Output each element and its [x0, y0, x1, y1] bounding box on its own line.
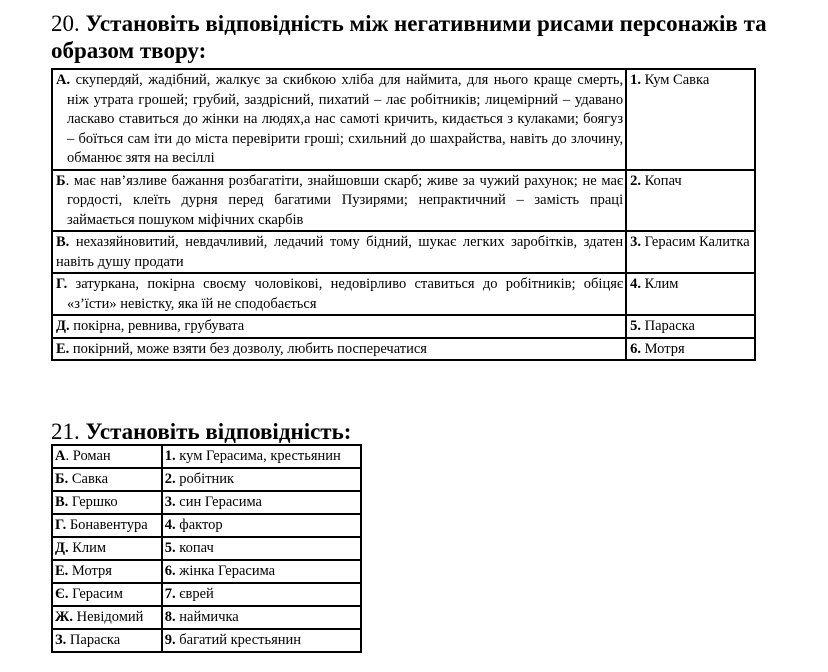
- left-text: Невідомий: [72, 609, 144, 625]
- left-text: . Роман: [65, 448, 111, 464]
- left-cell: [52, 170, 626, 232]
- right-cell: [162, 560, 361, 583]
- right-label: 1.: [630, 72, 641, 88]
- right-cell: [626, 69, 755, 170]
- right-text: Копач: [640, 172, 682, 189]
- right-text: жінка Герасима: [175, 563, 276, 579]
- left-label: А.: [56, 72, 71, 88]
- left-label: Є.: [55, 586, 69, 602]
- right-label: 3.: [630, 234, 641, 250]
- left-text: Савка: [68, 471, 109, 487]
- right-cell: [626, 170, 755, 232]
- left-label: З.: [55, 632, 67, 648]
- right-cell: [626, 231, 755, 273]
- table-row: [52, 583, 361, 606]
- left-text: Параска: [66, 632, 121, 648]
- left-label: В.: [56, 234, 70, 250]
- table-row: [52, 629, 361, 652]
- left-text: Клим: [68, 540, 107, 556]
- table-row: [52, 514, 361, 537]
- right-text: Кум Савка: [640, 72, 710, 88]
- right-cell: [626, 338, 755, 361]
- right-text: фактор: [175, 517, 223, 533]
- right-label: 2.: [164, 471, 176, 487]
- right-text: кум Герасима, крестьянин: [175, 448, 341, 464]
- left-label: Б.: [55, 471, 69, 487]
- table-row: [52, 537, 361, 560]
- left-label: Д.: [56, 318, 70, 334]
- right-label: 2.: [630, 172, 641, 189]
- right-label: 5.: [630, 318, 641, 334]
- left-cell: [52, 491, 162, 514]
- question-21-title: [51, 418, 351, 445]
- left-text: покірний, може взяти без дозволу, любить посперечатися: [69, 340, 427, 357]
- table-row: [52, 231, 755, 273]
- question-21-table: [51, 444, 362, 653]
- right-cell: [162, 537, 361, 560]
- table-row: [52, 606, 361, 629]
- left-label: Е.: [55, 563, 69, 579]
- right-text: син Герасима: [175, 494, 262, 510]
- left-text: Бонавентура: [66, 517, 148, 533]
- left-label: Ж.: [55, 609, 73, 625]
- right-label: 6.: [630, 340, 641, 357]
- left-cell: [52, 273, 626, 315]
- right-label: 4.: [630, 276, 641, 292]
- right-text: Мотря: [640, 340, 685, 357]
- left-text: . має нав’язливе бажання розбагатіти, знайшовши скарб; живе за чужий рахунок; не має гордості, клеїть дурня перед багатими Пузирями; непрактичний – замість праці займається пошуком міфічних скарбів: [65, 172, 624, 228]
- right-cell: [162, 445, 361, 468]
- left-text: скупердяй, жадібний, жалкує за скибкою хліба для наймита, для нього краще смерть, ніж утрата грошей; грубий, заздрісний, пихатий – лає робітників; лицемірний – удавано ласкаво ставиться до жінки на людях,а нас самоті кричить, кидається з кулаками; боягуз – боїться сам іти до міста перевірити гроші; схильний до шахрайства, навіть до злочину, обманює зятя на весіллі: [67, 72, 624, 166]
- left-label: Г.: [55, 517, 67, 533]
- right-label: 3.: [164, 494, 176, 510]
- right-text: Клим: [640, 276, 679, 292]
- right-text: Герасим Калитка: [640, 234, 750, 250]
- left-cell: [52, 606, 162, 629]
- table-row: [52, 338, 755, 361]
- left-label: В.: [55, 494, 69, 510]
- left-cell: [52, 338, 626, 361]
- right-cell: [162, 629, 361, 652]
- left-text: покірна, ревнива, грубувата: [69, 318, 245, 334]
- left-label: Б: [56, 172, 66, 189]
- left-cell: [52, 445, 162, 468]
- right-label: 6.: [164, 563, 176, 579]
- left-text: нехазяйновитий, невдачливий, ледачий тому бідний, шукає легких заробітків, здатен навіть душу продати: [56, 234, 624, 270]
- left-cell: [52, 560, 162, 583]
- right-cell: [626, 315, 755, 338]
- right-text: єврей: [175, 586, 214, 602]
- right-label: 5.: [164, 540, 176, 556]
- left-text: Герасим: [68, 586, 123, 602]
- table-row: [52, 445, 361, 468]
- right-cell: [162, 606, 361, 629]
- right-cell: [162, 491, 361, 514]
- left-text: затуркана, покірна своєму чоловікові, недовірливо ставиться до робітників; обіцяє «з’їсти» невістку, яка їй не сподобається: [67, 276, 624, 312]
- right-label: 8.: [164, 609, 176, 625]
- right-text: робітник: [175, 471, 235, 487]
- left-label: А: [55, 448, 66, 464]
- right-label: 7.: [164, 586, 176, 602]
- right-label: 1.: [164, 448, 176, 464]
- left-cell: [52, 69, 626, 170]
- question-20-number: 20.: [51, 11, 80, 36]
- right-cell: [162, 468, 361, 491]
- right-cell: [162, 583, 361, 606]
- right-label: 4.: [164, 517, 176, 533]
- question-20-title: [51, 10, 791, 64]
- left-cell: [52, 231, 626, 273]
- left-cell: [52, 583, 162, 606]
- question-21-number: 21.: [51, 419, 80, 444]
- table-row: [52, 560, 361, 583]
- left-cell: [52, 629, 162, 652]
- table-row: [52, 170, 755, 232]
- right-text: багатий крестьянин: [175, 632, 302, 648]
- left-cell: [52, 315, 626, 338]
- left-cell: [52, 468, 162, 491]
- right-label: 9.: [164, 632, 176, 648]
- left-label: Д.: [55, 540, 69, 556]
- left-cell: [52, 514, 162, 537]
- table-row: [52, 273, 755, 315]
- table-row: [52, 69, 755, 170]
- left-label: Е.: [56, 340, 70, 357]
- left-text: Мотря: [68, 563, 112, 579]
- right-cell: [626, 273, 755, 315]
- right-text: наймичка: [175, 609, 239, 625]
- left-cell: [52, 537, 162, 560]
- table-row: [52, 468, 361, 491]
- right-cell: [162, 514, 361, 537]
- question-21-text: Установіть відповідність:: [85, 419, 352, 444]
- left-label: Г.: [56, 276, 68, 292]
- table-row: [52, 315, 755, 338]
- question-20-text: Установіть відповідність між негативними рисами персонажів та образом твору:: [51, 11, 767, 63]
- question-20-table: [51, 68, 756, 361]
- right-text: Параска: [640, 318, 695, 334]
- left-text: Гершко: [68, 494, 118, 510]
- table-row: [52, 491, 361, 514]
- right-text: копач: [175, 540, 214, 556]
